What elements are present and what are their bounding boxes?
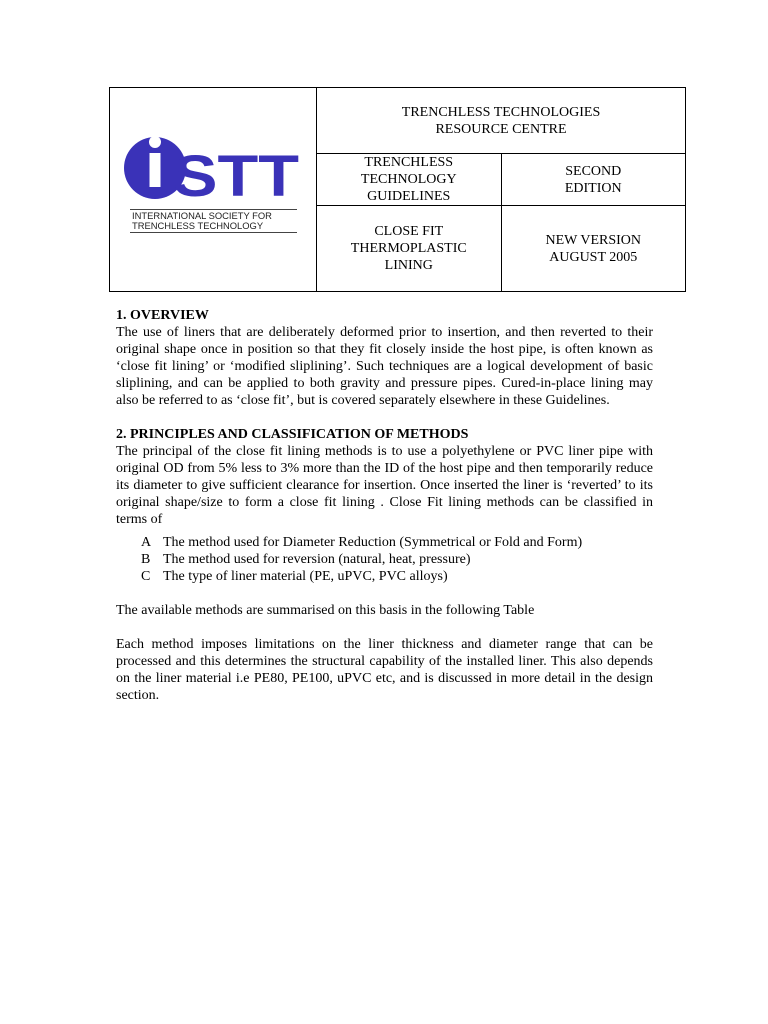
logo-cell	[110, 88, 317, 292]
resource-centre-line2: RESOURCE CENTRE	[435, 121, 567, 137]
resource-centre-line1: TRENCHLESS TECHNOLOGIES	[401, 104, 601, 120]
topic-cell	[317, 206, 502, 292]
list-item-letter: C	[141, 569, 151, 584]
summary-paragraph: The available methods are summarised on this basis in the following Table	[116, 603, 535, 618]
list-item	[141, 534, 653, 551]
list-item	[141, 551, 653, 568]
list-item-text: The type of liner material (PE, uPVC, PVC alloys)	[163, 569, 448, 584]
logo-caption-line1: INTERNATIONAL SOCIETY FOR	[132, 210, 272, 221]
section-2-heading: 2. PRINCIPLES AND CLASSIFICATION OF METHODS	[116, 427, 469, 442]
topic-line1: CLOSE FIT THERMOPLASTIC	[350, 224, 467, 256]
resource-centre-cell	[317, 88, 686, 154]
section-2-body: The principal of the close fit lining methods is to use a polyethylene or PVC liner pipe with original OD from 5% less to 3% more than the ID of the host pipe and then temporarily reduce its diameter to give sufficient clearance for insertion. Once inserted the liner is ‘reverted’ to its original shape/size to form a close fit lining . Close Fit lining methods can be classified in terms of	[116, 444, 653, 527]
list-item-letter: B	[141, 552, 151, 567]
svg-text:STT: STT	[173, 144, 299, 209]
guidelines-cell	[317, 154, 502, 206]
list-item	[141, 568, 653, 585]
edition-cell	[501, 154, 686, 206]
guidelines-line1: TRENCHLESS TECHNOLOGY	[360, 155, 457, 187]
section-1-heading: 1. OVERVIEW	[116, 308, 209, 323]
document-body	[116, 307, 653, 704]
topic-line2: LINING	[384, 258, 433, 273]
version-cell	[501, 206, 686, 292]
istt-logo	[110, 97, 316, 282]
version-line1: NEW VERSION	[545, 232, 642, 248]
guidelines-line2: GUIDELINES	[367, 189, 451, 204]
istt-logo-icon	[110, 97, 316, 282]
logo-caption	[130, 209, 297, 233]
version-line2: AUGUST 2005	[549, 249, 638, 265]
list-item-letter: A	[141, 535, 152, 550]
logo-caption-line2: TRENCHLESS TECHNOLOGY	[132, 220, 264, 231]
classification-list	[141, 534, 653, 585]
section-1-body: The use of liners that are deliberately deformed prior to insertion, and then reverted to their original shape once in position so that they fit closely inside the host pipe, is often known as ‘close fit lining’ or ‘modified sliplining’. Such techniques are a logical development of basic sliplining, and can be applied to both gravity and pressure pipes. Cured-in-place lining may also be referred to as ‘close fit’, but is covered separately elsewhere in these Guidelines.	[116, 325, 653, 408]
list-item-text: The method used for reversion (natural, heat, pressure)	[163, 552, 471, 567]
document-header-table	[109, 87, 686, 292]
edition-line2: EDITION	[564, 180, 622, 196]
edition-line1: SECOND	[565, 163, 622, 179]
list-item-text: The method used for Diameter Reduction (Symmetrical or Fold and Form)	[163, 535, 583, 550]
limitations-paragraph: Each method imposes limitations on the liner thickness and diameter range that can be processed and this determines the structural capability of the installed liner. This also depends on the liner material i.e PE80, PE100, uPVC etc, and is discussed in more detail in the design section.	[116, 637, 653, 703]
